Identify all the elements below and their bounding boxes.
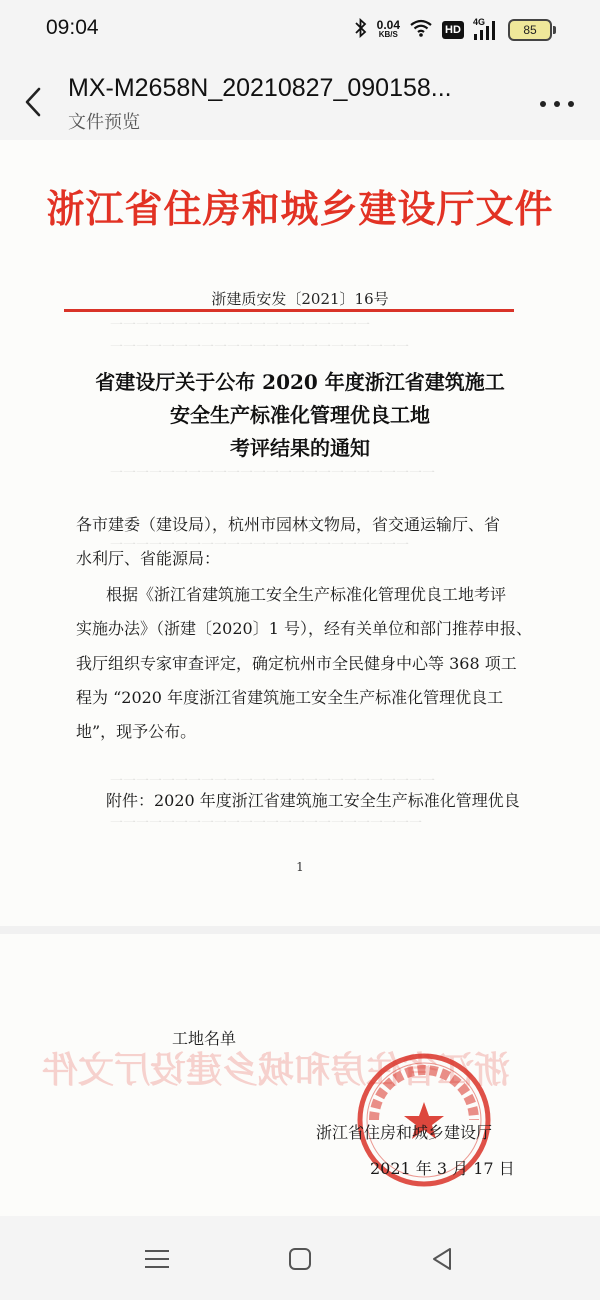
notice-title-line-2: 安全生产标准化管理优良工地 (170, 403, 430, 427)
document-page-1[interactable]: 一一一一一一一一一一一一一一一一一一一一 一一一一一一一一一一一一一一一一一一一一一一一 一一一一一一一一一一一一一一一一一一一一一一一一一 一一一一一一一一一一一一一一一一一一一一一一一 一一一一一一一一一一一一一一一一一一一一一一一一一 一一一一一一一一一一一一一一一一一一一一一一一一 浙江省住房和城乡建设厅文件 浙建质安发〔2021〕16号 省建设厅关于公布 2020 年度浙江省建筑施工 安全生产标准化管理优良工地 考评结果的通知 各市建委（建设局），杭州市园林文物局，省交通运输厅、省 水利厅、省能源局： 根据《浙江省建筑施工安全生产标准化管理优良工地考评 实施办法》（浙建〔2020〕1 号），经有关单位和部门推荐申报、 我厅组织专家审查评定，确定杭州市全民健身中心等 368 项工 程为 “2020 年度浙江省建筑施工安全生产标准化管理优良工 地”，现予公布。 附件：2020 年度浙江省建筑施工安全生产标准化管理优良 1 (0, 140, 600, 926)
body-line: 程为 “2020 年度浙江省建筑施工安全生产标准化管理优良工 (76, 688, 504, 707)
system-nav-bar (0, 1216, 600, 1300)
body-line: 我厅组织专家审查评定，确定杭州市全民健身中心等 368 项工 (76, 654, 517, 673)
body-line: 实施办法》（浙建〔2020〕1 号），经有关单位和部门推荐申报、 (76, 619, 532, 638)
issue-date: 2021 年 3 月 17 日 (370, 1159, 515, 1178)
document-page-2[interactable] (0, 934, 600, 1216)
chevron-left-icon (23, 86, 43, 118)
status-time: 09:04 (46, 16, 99, 39)
attachment-line: 附件：2020 年度浙江省建筑施工安全生产标准化管理优良 (106, 791, 520, 810)
cellular-label: 4G (473, 17, 486, 27)
page-number: 1 (296, 860, 304, 874)
status-icons (354, 14, 556, 46)
letterhead-divider (64, 309, 514, 312)
letterhead: 浙江省住房和城乡建设厅文件 (46, 186, 554, 231)
battery-cap (553, 26, 556, 34)
battery-icon (508, 19, 556, 41)
menu-icon (144, 1248, 170, 1270)
body-line: 水利厅、省能源局： (76, 549, 221, 568)
recent-apps-button[interactable] (141, 1244, 173, 1274)
net-speed (377, 20, 400, 40)
hd-icon: HD (442, 21, 464, 39)
back-button[interactable] (18, 82, 48, 122)
attachment-continuation: 工地名单 (172, 1029, 237, 1048)
notice-title-line-1: 省建设厅关于公布 2020 年度浙江省建筑施工 (95, 370, 505, 394)
battery-level: 85 (508, 19, 552, 41)
document-subtitle: 文件预览 (68, 112, 140, 133)
more-horizontal-icon (540, 101, 546, 107)
more-options-button[interactable] (540, 94, 574, 114)
document-number: 浙建质安发〔2021〕16号 (211, 290, 389, 308)
net-speed-unit: KB/S (378, 30, 398, 39)
home-icon (288, 1247, 312, 1271)
bluetooth-icon (354, 18, 368, 42)
wifi-icon (409, 19, 433, 41)
document-title: MX-M2658N_20210827_090158... (68, 74, 452, 102)
home-button[interactable] (284, 1244, 316, 1274)
back-triangle-icon (431, 1247, 453, 1271)
net-speed-value: 0.04 (376, 18, 400, 32)
cellular-signal-icon (473, 19, 499, 41)
body-line: 地”，现予公布。 (76, 722, 197, 741)
body-line: 根据《浙江省建筑施工安全生产标准化管理优良工地考评 (106, 585, 507, 604)
app-header (0, 60, 600, 140)
status-bar (0, 0, 600, 60)
system-back-button[interactable] (426, 1244, 458, 1274)
issuing-authority: 浙江省住房和城乡建设厅 (316, 1123, 493, 1142)
body-line: 各市建委（建设局），杭州市园林文物局，省交通运输厅、省 (76, 515, 501, 534)
letterhead-bleedthrough: 浙江省住房和城乡建设厅文件 (41, 1049, 510, 1091)
notice-title-line-3: 考评结果的通知 (230, 436, 370, 460)
